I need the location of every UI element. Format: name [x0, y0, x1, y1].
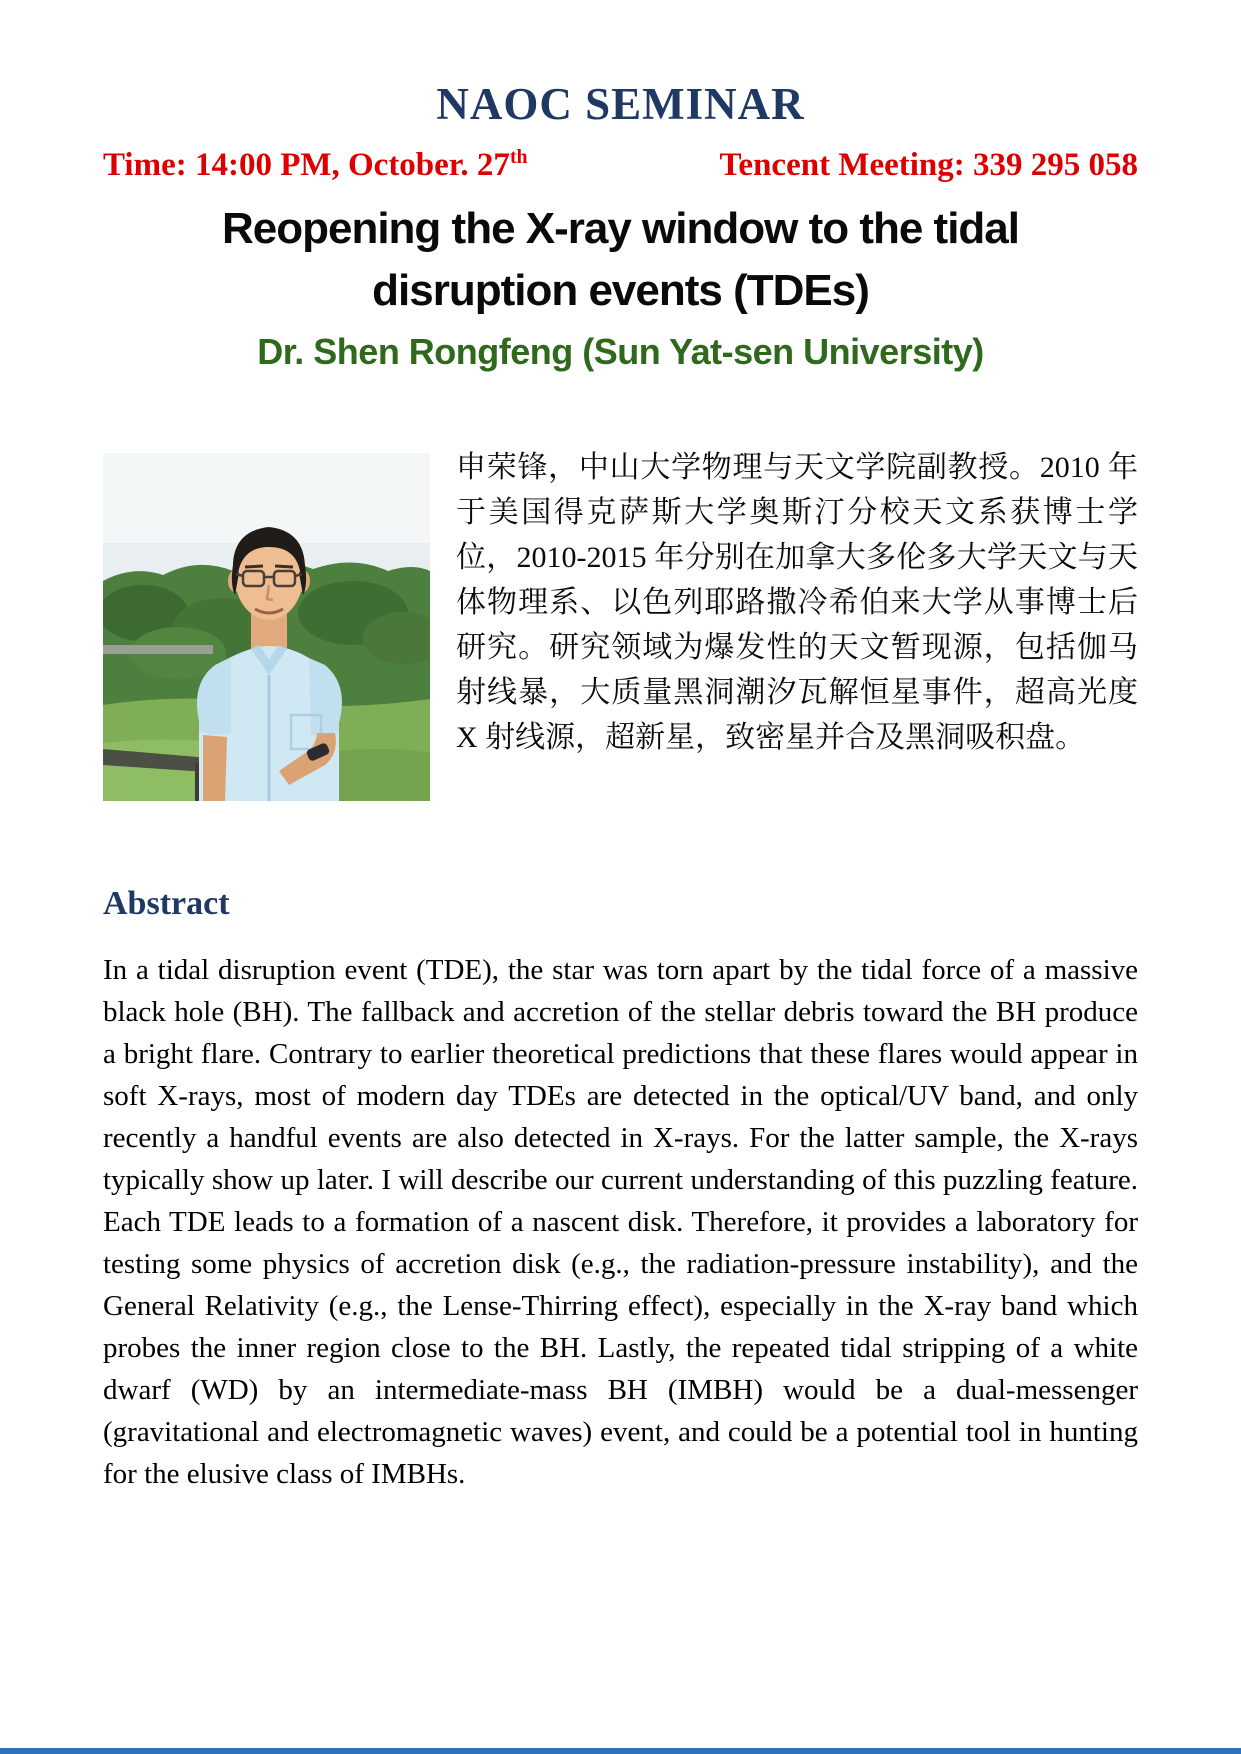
figure-eyebrow	[275, 566, 293, 567]
photo-grass-shade	[323, 749, 430, 801]
speaker-photo	[103, 453, 430, 801]
figure-forearm-left	[203, 735, 227, 801]
abstract-body: In a tidal disruption event (TDE), the star was torn apart by the tidal force of a massive black hole (BH). The fallback and accretion of the stellar debris toward the BH produce a bright flare. Contrary to earlier theoretical predictions that these flares would appear in soft X-rays, most of modern day TDEs are detected in the optical/UV band, and only recently a handful events are also detected in X-rays. For the latter sample, the X-rays typically show up later. I will describe our current understanding of this puzzling feature. Each TDE leads to a formation of a nascent disk. Therefore, it provides a laboratory for testing some physics of accretion disk (e.g., the radiation-pressure instability), and the General Relativity (e.g., the Lense-Thirring effect), especially in the X-ray band which probes the inner region close to the BH. Lastly, the repeated tidal stripping of a white dwarf (WD) by an intermediate-mass BH (IMBH) would be a dual-messenger (gravitational and electromagnetic waves) event, and could be a potential tool in hunting for the elusive class of IMBHs.	[103, 953, 1138, 1490]
abstract-heading: Abstract	[103, 884, 230, 922]
footer-rule	[0, 1748, 1241, 1754]
seminar-time-text: Time: 14:00 PM, October. 27	[103, 147, 510, 183]
speaker-photo-illustration	[103, 453, 430, 801]
talk-title: Reopening the X-ray window to the tidal disruption events (TDEs)	[221, 204, 1020, 316]
speaker-profile-section	[103, 450, 1138, 801]
tencent-meeting-id: Tencent Meeting: 339 295 058	[719, 147, 1138, 183]
photo-fence-rail	[103, 645, 213, 654]
page-content	[103, 0, 1138, 1495]
page-title: NAOC SEMINAR	[436, 79, 805, 129]
speaker-name-affiliation: Dr. Shen Rongfeng (Sun Yat-sen University)	[257, 330, 984, 372]
figure-eyebrow	[245, 566, 263, 567]
seminar-time	[103, 147, 528, 184]
speaker-bio-text: 申荣锋，中山大学物理与天文学院副教授。2010 年于美国得克萨斯大学奥斯汀分校天文系获博士学位，2010-2015 年分别在加拿大多伦多大学天文与天体物理系、以色列耶路撒冷希伯来大学从事博士后研究。研究领域为爆发性的天文暂现源，包括伽马射线暴，大质量黑洞潮汐瓦解恒星事件，超高光度 X 射线源，超新星，致密星并合及黑洞吸积盘。	[456, 450, 1138, 754]
seminar-time-ordinal: th	[509, 146, 528, 168]
meeting-info-row	[103, 147, 1138, 184]
